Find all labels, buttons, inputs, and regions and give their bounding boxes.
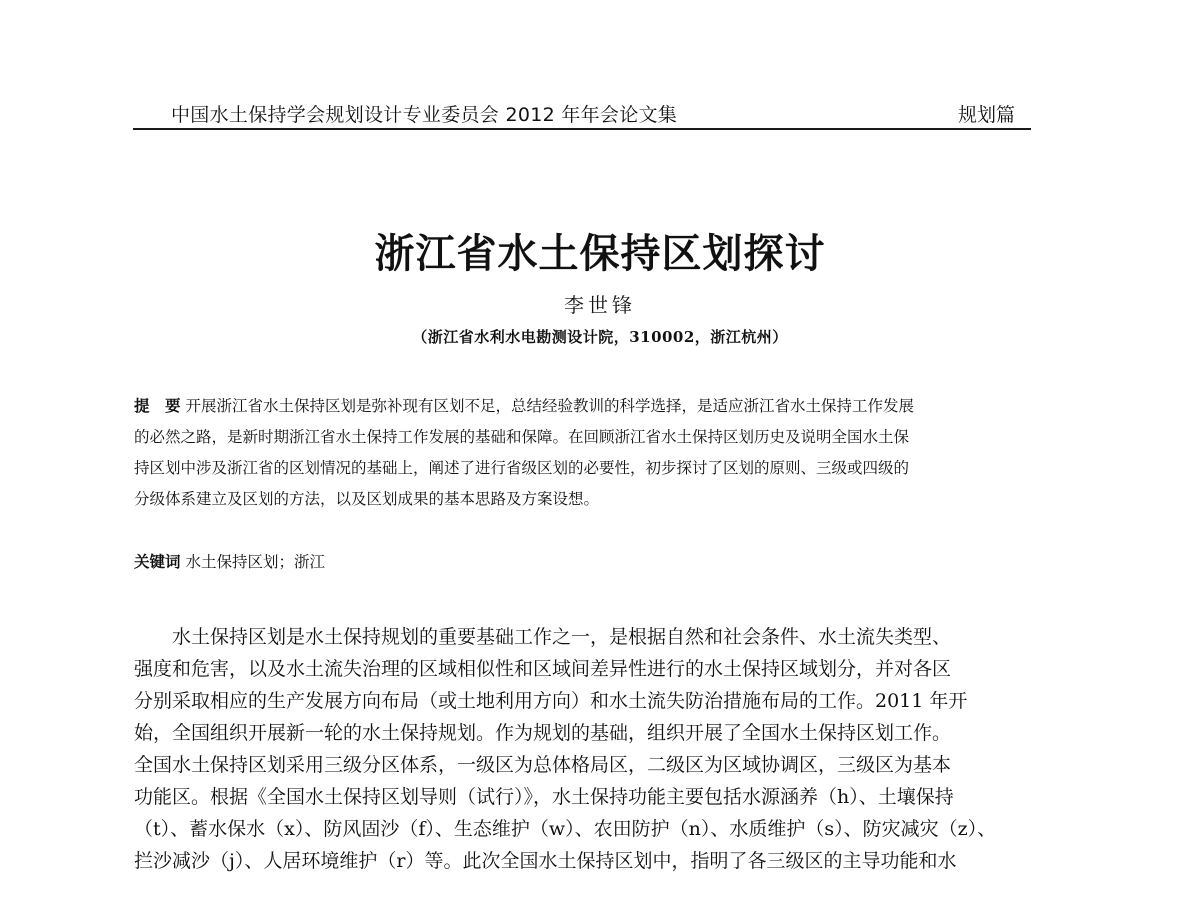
- body-line: 强度和危害，以及水土流失治理的区域相似性和区域间差异性进行的水土保持区域划分，并对各区: [134, 658, 952, 680]
- body-line: 分别采取相应的生产发展方向布局（或土地利用方向）和水土流失防治措施布局的工作。2011 年开: [134, 690, 968, 712]
- keywords-value: 水土保持区划；浙江: [185, 553, 325, 571]
- keywords: [134, 550, 325, 572]
- body-line: 拦沙减沙（j）、人居环境维护（r）等。此次全国水土保持区划中，指明了各三级区的主导功能和水: [134, 850, 957, 872]
- keywords-label: 关键词: [134, 553, 181, 571]
- body-line: 始，全国组织开展新一轮的水土保持规划。作为规划的基础，组织开展了全国水土保持区划工作。: [134, 722, 952, 744]
- abstract-line: 分级体系建立及区划的方法，以及区划成果的基本思路及方案设想。: [134, 490, 600, 508]
- body-paragraph: [134, 621, 1062, 877]
- body-line: 功能区。根据《全国水土保持区划导则（试行）》，水土保持功能主要包括水源涵养（h）、土壤保持: [134, 786, 954, 808]
- paper-author: 李世锋: [564, 293, 636, 317]
- body-line: （t）、蓄水保水（x）、防风固沙（f）、生态维护（w）、农田防护（n）、水质维护（s）、防灾减灾（z）、: [134, 818, 997, 840]
- abstract-label: 提 要: [134, 397, 181, 415]
- body-line: 水土保持区划是水土保持规划的重要基础工作之一，是根据自然和社会条件、水土流失类型、: [172, 626, 952, 648]
- abstract-line: 的必然之路，是新时期浙江省水土保持工作发展的基础和保障。在回顾浙江省水土保持区划历史及说明全国水土保: [134, 428, 910, 446]
- abstract-line: [134, 391, 1058, 422]
- running-header: [133, 96, 1031, 130]
- abstract-line: 持区划中涉及浙江省的区划情况的基础上，阐述了进行省级区划的必要性，初步探讨了区划的原则、三级或四级的: [134, 459, 910, 477]
- header-proceedings-title: 中国水土保持学会规划设计专业委员会 2012 年年会论文集: [171, 104, 678, 126]
- author-affiliation: （浙江省水利水电勘测设计院，310002，浙江杭州）: [412, 328, 788, 346]
- abstract-text: 开展浙江省水土保持区划是弥补现有区划不足，总结经验教训的科学选择，是适应浙江省水土保持工作发展: [185, 397, 914, 415]
- paper-title: 浙江省水土保持区划探讨: [374, 231, 826, 277]
- abstract: [134, 391, 1058, 515]
- body-line: 全国水土保持区划采用三级分区体系，一级区为总体格局区，二级区为区域协调区，三级区为基本: [134, 754, 952, 776]
- header-section-name: 规划篇: [957, 104, 1015, 126]
